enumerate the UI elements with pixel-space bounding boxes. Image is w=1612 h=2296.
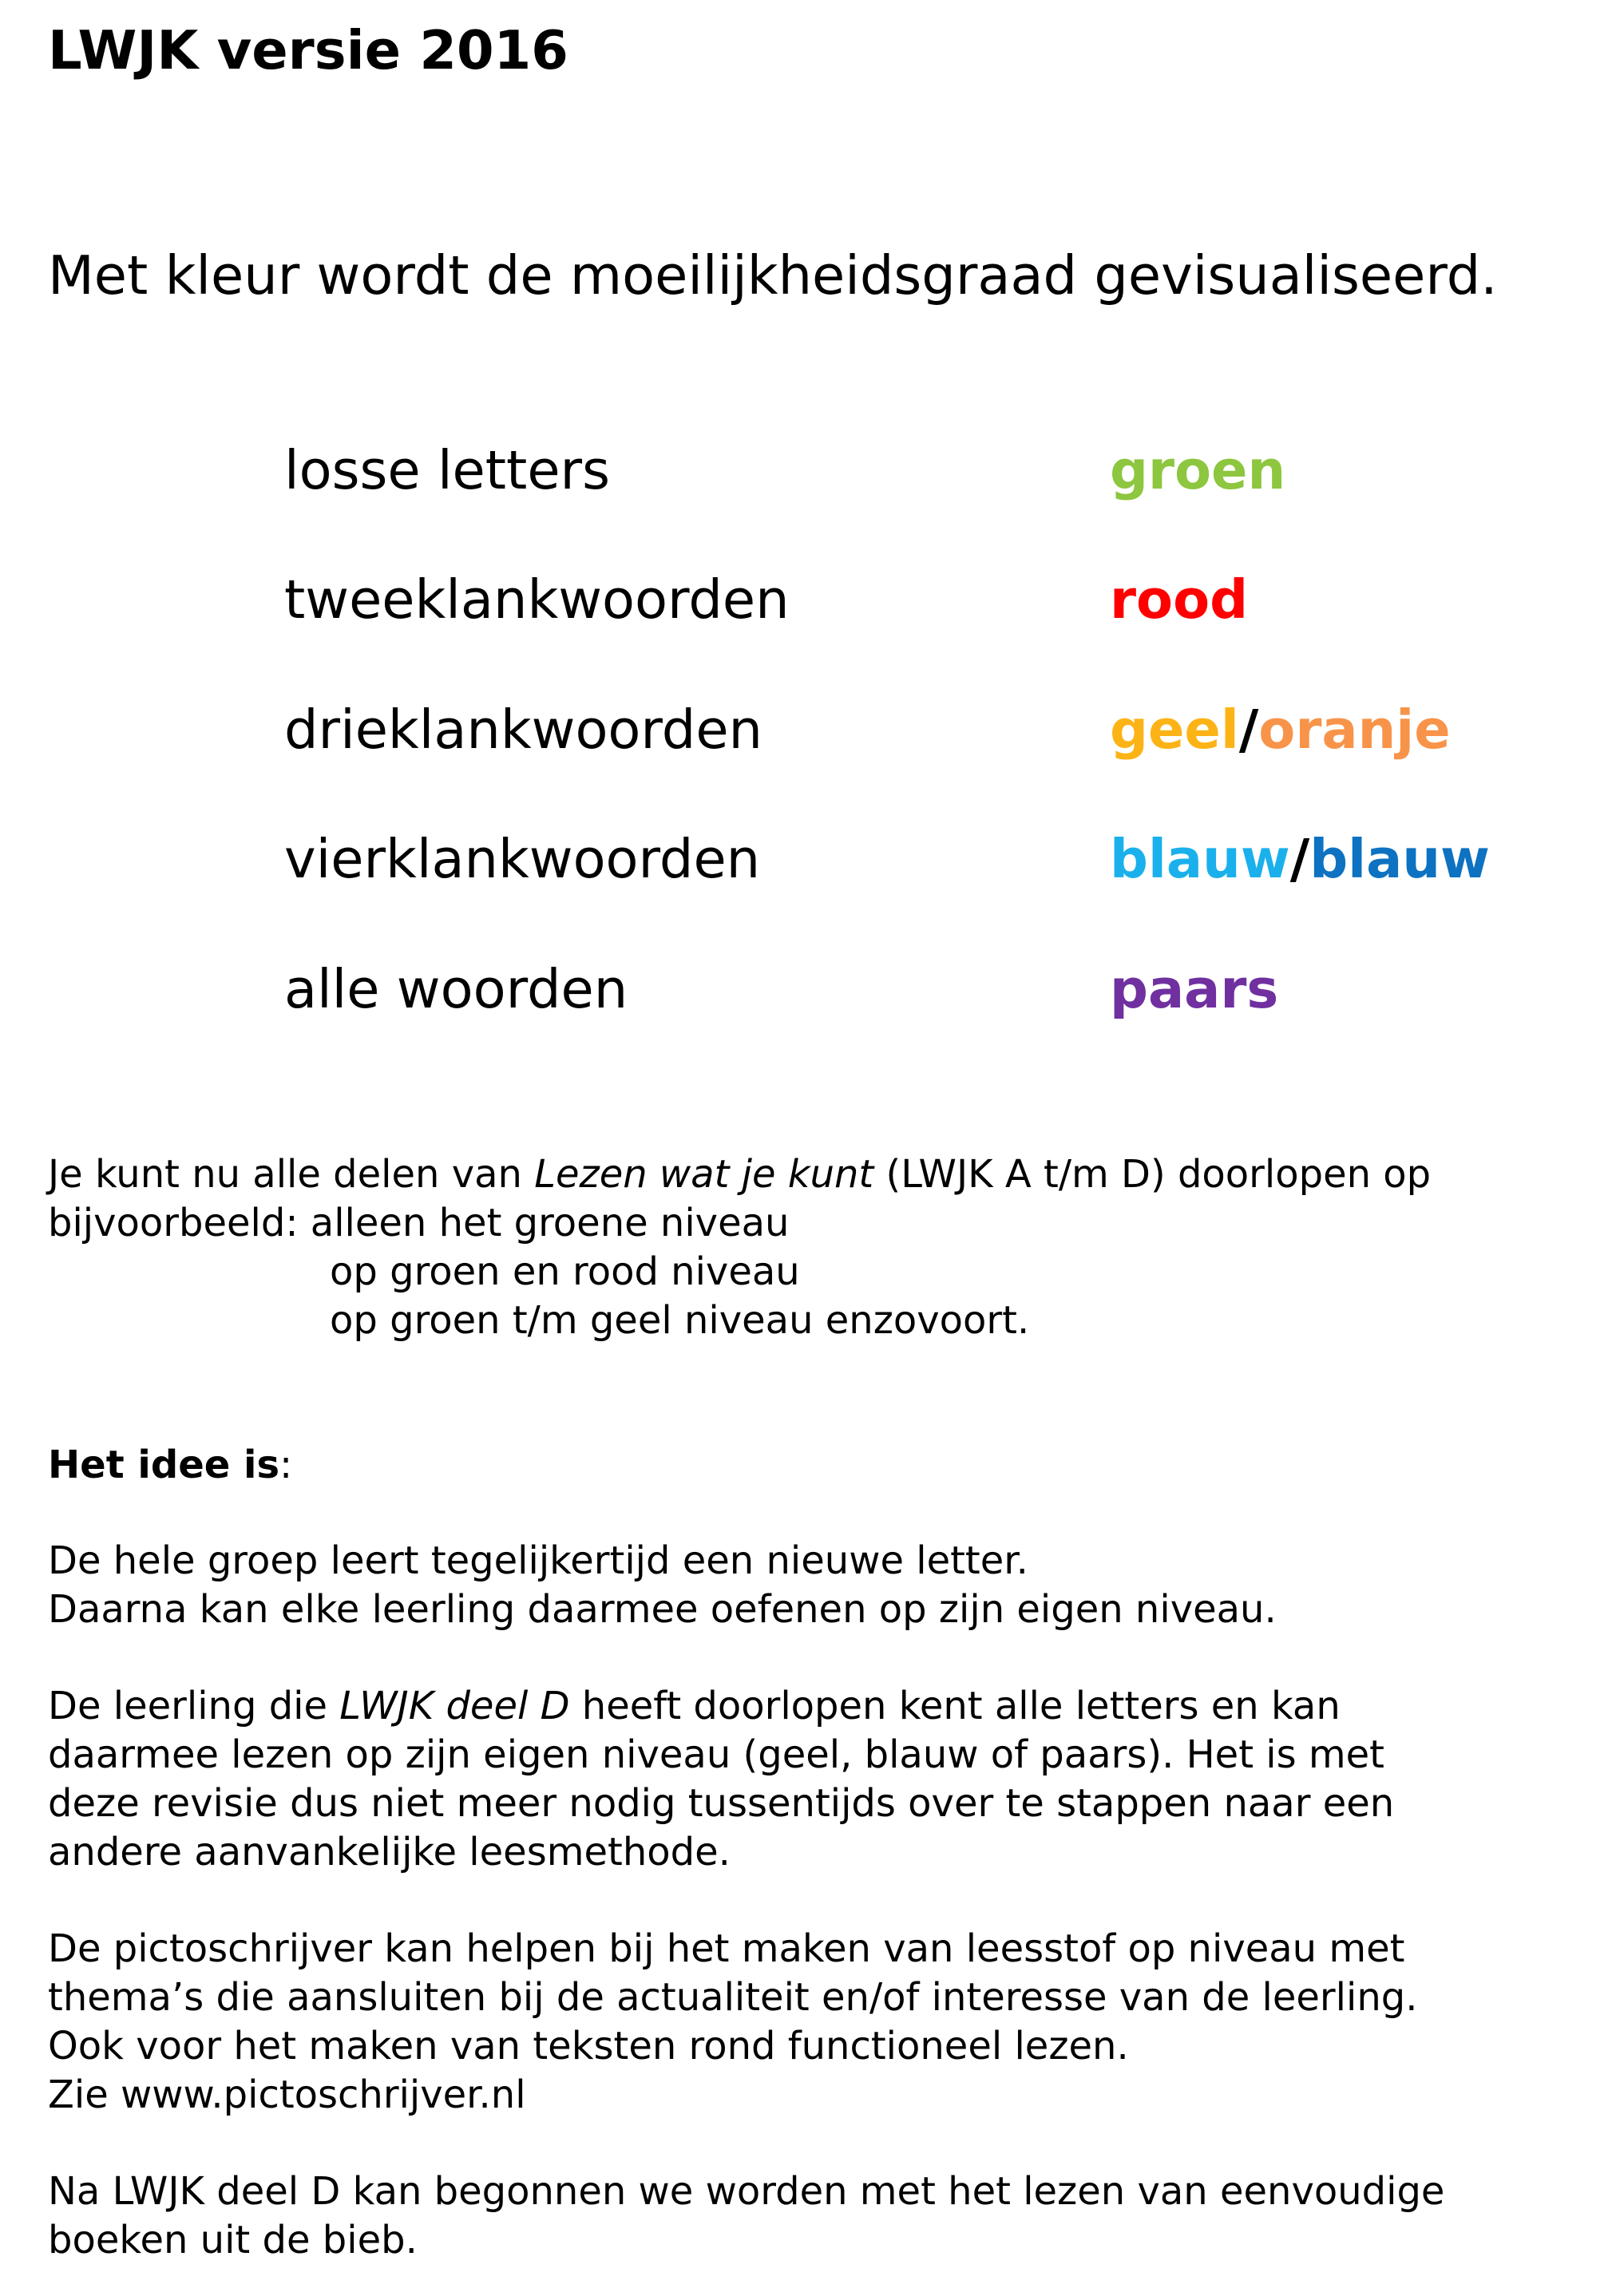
paragraph-line: boeken uit de bieb. (48, 2218, 418, 2262)
color-word: blauw (1309, 828, 1490, 890)
book-title: Lezen wat je kunt (534, 1152, 874, 1197)
level-color (1110, 823, 1490, 895)
intro-text: Met kleur wordt de moeilijkheidsgraad gevisualiseerd. (48, 244, 1498, 307)
level-label: vierklankwoorden (284, 828, 761, 890)
level-color (1110, 564, 1248, 635)
color-word: geel (1110, 699, 1239, 761)
color-word: oranje (1258, 699, 1451, 761)
text-run: Je kunt nu alle delen van (48, 1152, 535, 1197)
paragraph-line: andere aanvankelijke leesmethode. (48, 1830, 731, 1874)
level-color (1110, 694, 1451, 766)
level-color (1110, 953, 1278, 1025)
color-word: paars (1110, 958, 1279, 1020)
paragraph-line (48, 1682, 1341, 1731)
level-label: tweeklankwoorden (284, 568, 790, 631)
slash: / (1289, 828, 1310, 890)
paragraph-line: op groen t/m geel niveau enzovoort. (330, 1298, 1030, 1343)
section-heading (48, 1441, 292, 1490)
heading-bold: Het idee is (48, 1443, 280, 1487)
slash: / (1238, 699, 1259, 761)
paragraph-line: deze revisie dus niet meer nodig tussentijds over te stappen naar een (48, 1781, 1395, 1826)
book-title: LWJK deel D (339, 1684, 570, 1728)
paragraph-line: Zie www.pictoschrijver.nl (48, 2072, 526, 2117)
paragraph-line: op groen en rood niveau (330, 1249, 800, 1294)
color-word: blauw (1110, 828, 1290, 890)
text-run: heeft doorlopen kent alle letters en kan (569, 1684, 1341, 1728)
color-word: rood (1110, 568, 1249, 631)
level-label: losse letters (284, 439, 610, 501)
heading-colon: : (279, 1443, 293, 1487)
paragraph-line: De hele groep leert tegelijkertijd een nieuwe letter. (48, 1538, 1028, 1583)
paragraph-line (48, 1150, 1431, 1199)
paragraph-line: Na LWJK deel D kan begonnen we worden met het lezen van eenvoudige (48, 2169, 1445, 2214)
level-label: alle woorden (284, 958, 628, 1020)
text-run: (LWJK A t/m D) doorlopen op (873, 1152, 1432, 1197)
paragraph-line: thema’s die aansluiten bij de actualiteit en/of interesse van de leerling. (48, 1975, 1418, 2020)
paragraph-line: Ook voor het maken van teksten rond functioneel lezen. (48, 2024, 1129, 2068)
text-run: De leerling die (48, 1684, 340, 1728)
level-label: drieklankwoorden (284, 699, 763, 761)
page-title: LWJK versie 2016 (48, 19, 568, 81)
paragraph-line: daarmee lezen op zijn eigen niveau (geel, blauw of paars). Het is met (48, 1732, 1384, 1777)
color-word: groen (1110, 439, 1286, 501)
paragraph-line: bijvoorbeeld: alleen het groene niveau (48, 1201, 790, 1245)
level-color (1110, 434, 1285, 506)
paragraph-line: Daarna kan elke leerling daarmee oefenen op zijn eigen niveau. (48, 1587, 1277, 1632)
paragraph-line: De pictoschrijver kan helpen bij het maken van leesstof op niveau met (48, 1926, 1405, 1971)
